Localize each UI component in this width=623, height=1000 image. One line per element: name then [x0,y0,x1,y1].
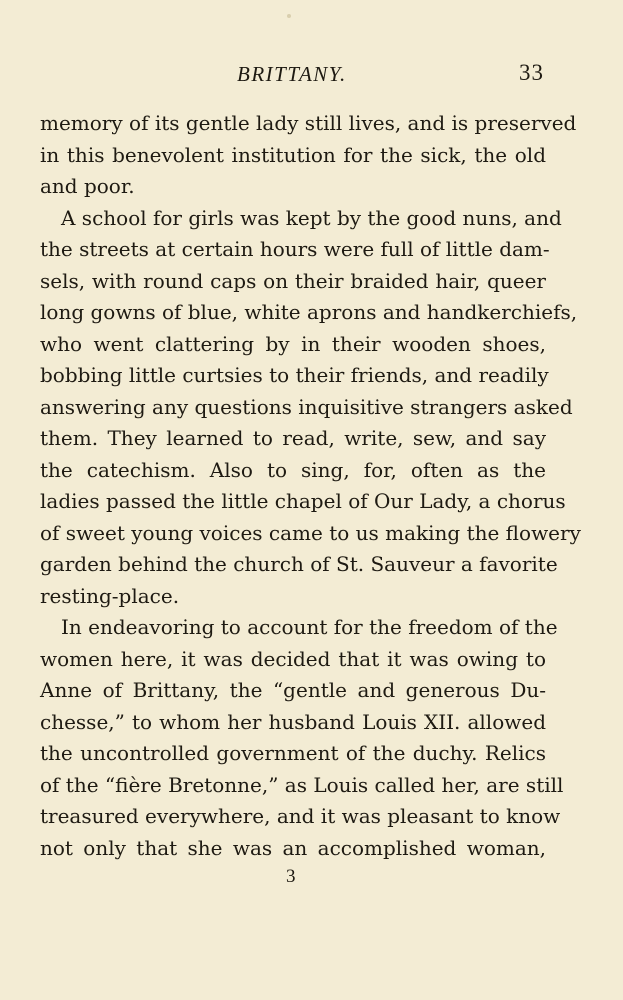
body-text [40,108,581,864]
text-line: answering any questions inquisitive strangers asked [40,394,573,419]
text-line: long gowns of blue, white aprons and handkerchiefs, [40,300,578,324]
page-number: 33 [519,60,544,85]
text-line: sels, with round caps on their braided hair, queer [40,268,546,293]
text-line: garden behind the church of St. Sauveur a favorite [40,552,558,576]
text-line: and poor. [40,174,135,198]
text-line: not only that she was an accomplished woman, [40,835,546,860]
text-line: who went clattering by in their wooden shoes, [40,331,546,356]
text-line: the streets at certain hours were full of little dam- [40,237,550,261]
text-line: the uncontrolled government of the duchy. Relics [40,741,546,765]
text-line: of sweet young voices came to us making the flowery [40,520,581,545]
signature-mark: 3 [286,866,296,887]
text-line: of the “fière Bretonne,” as Louis called her, are still [40,772,564,797]
text-line: chesse,” to whom her husband Louis XII. allowed [40,709,546,734]
text-line: bobbing little curtsies to their friends, and readily [40,363,549,387]
running-title: BRITTANY. [237,62,347,86]
text-line: the catechism. Also to sing, for, often as the [40,457,546,482]
text-line: women here, it was decided that it was owing to [40,646,546,671]
running-head [0,58,623,90]
paper-speck [287,14,291,18]
text-line: memory of its gentle lady still lives, and is preserved [40,111,577,135]
text-line: in this benevolent institution for the sick, the old [40,142,546,167]
text-line: resting-place. [40,583,180,608]
text-line: A school for girls was kept by the good nuns, and [61,205,562,230]
text-line: them. They learned to read, write, sew, and say [40,426,546,450]
text-line: Anne of Brittany, the “gentle and generous Du- [40,678,546,702]
text-line: treasured everywhere, and it was pleasant to know [40,804,561,828]
text-line: In endeavoring to account for the freedom of the [61,615,558,639]
text-line: ladies passed the little chapel of Our Lady, a chorus [40,489,566,513]
